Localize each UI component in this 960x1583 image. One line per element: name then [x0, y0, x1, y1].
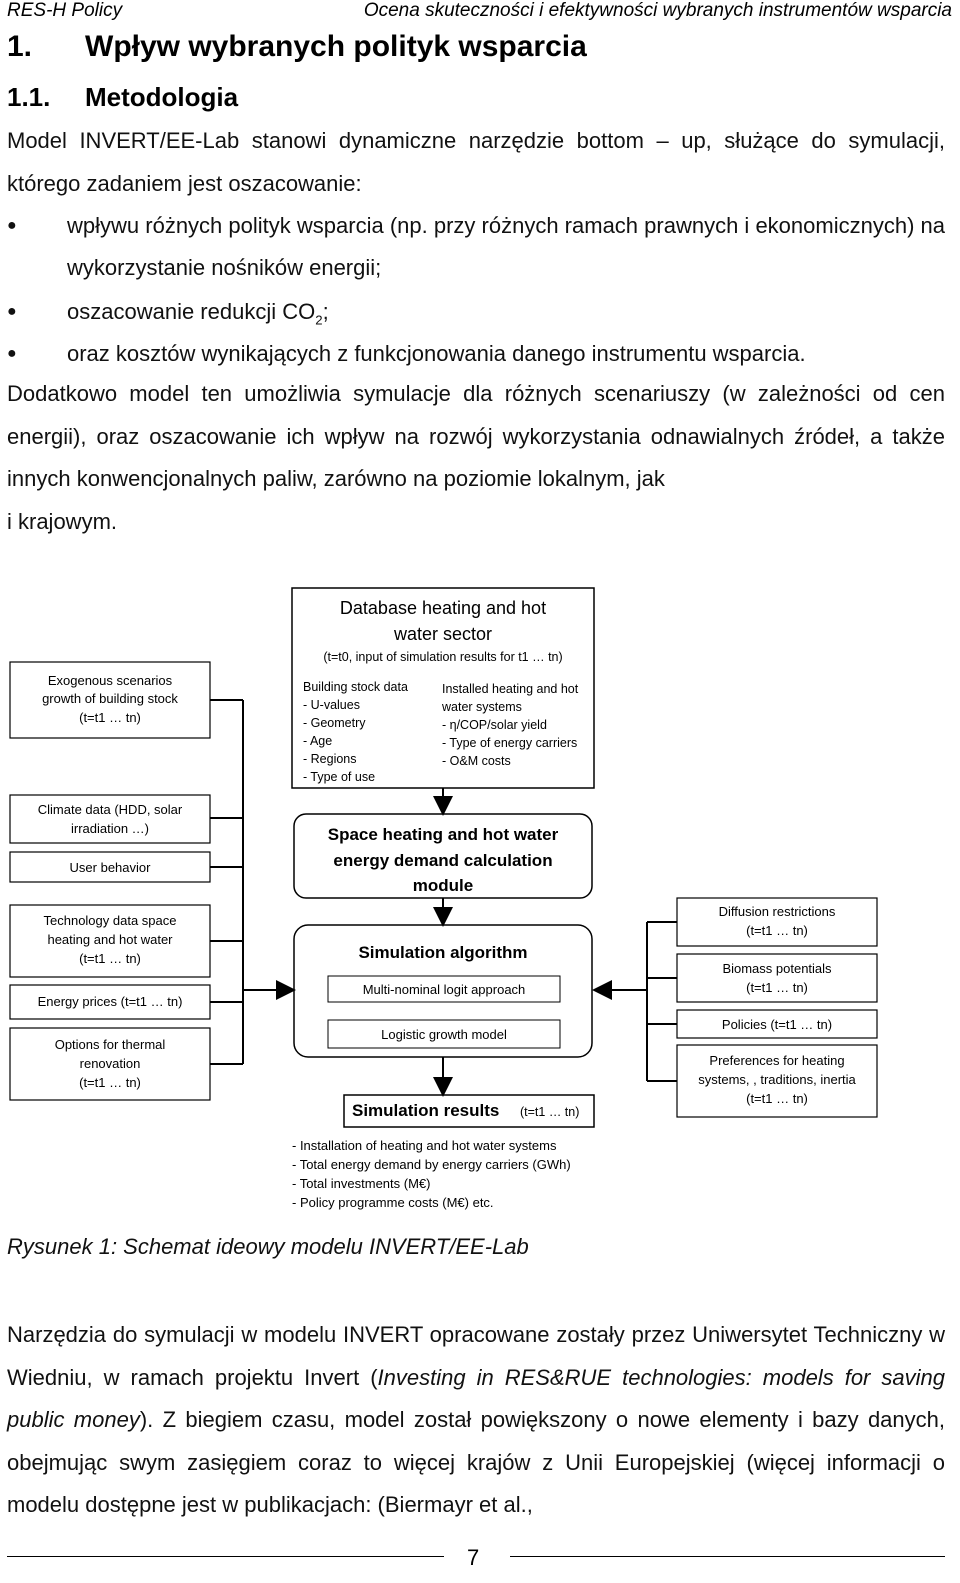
- svg-text:Options for thermal: Options for thermal: [54, 1037, 166, 1052]
- svg-text:- Total energy demand by energ: - Total energy demand by energy carriers (GWh): [292, 1157, 571, 1172]
- section-heading: [7, 30, 587, 64]
- bullet-dot-icon: ●: [7, 345, 17, 362]
- svg-text:(t=t1 … tn): (t=t1 … tn): [746, 1091, 808, 1106]
- svg-text:(t=t1 … tn): (t=t1 … tn): [79, 951, 141, 966]
- bullet-item: [7, 333, 945, 375]
- page-number: 7: [467, 1545, 480, 1570]
- svg-text:renovation: renovation: [79, 1056, 141, 1071]
- svg-text:Energy prices (t=t1 … tn): Energy prices (t=t1 … tn): [37, 994, 183, 1009]
- paragraph-dodatkowo: Dodatkowo model ten umożliwia symulacje dla różnych scenariuszy (w zależności od cen energii), oraz oszacowanie ich wpływ na rozwój wykorzystania odnawialnych źródeł, a także innych konwencjonalnych paliw, zarówno na poziomie lokalnym, jak i krajowym.: [7, 381, 945, 534]
- svg-text:growth of building stock: growth of building stock: [42, 691, 178, 706]
- subsection-heading: [7, 82, 238, 113]
- footer-rule-right: [510, 1556, 945, 1557]
- svg-text:energy demand calculation: energy demand calculation: [333, 851, 553, 870]
- bullet-dot-icon: ●: [7, 217, 17, 234]
- header-left: RES-H Policy: [7, 0, 123, 21]
- model-diagram: [0, 580, 960, 1220]
- subsection-title: Metodologia: [85, 82, 239, 112]
- svg-text:Simulation algorithm: Simulation algorithm: [358, 943, 528, 962]
- simulation-algorithm-box: [294, 925, 592, 1057]
- exogenous-scenarios-box: [10, 662, 210, 738]
- svg-text:(t=t1 … tn): (t=t1 … tn): [520, 1105, 580, 1119]
- svg-text:- Installation of heating and: - Installation of heating and hot water systems: [292, 1138, 557, 1153]
- svg-text:User behavior: User behavior: [69, 860, 151, 875]
- svg-text:Logistic growth model: Logistic growth model: [381, 1027, 507, 1042]
- svg-text:- η/COP/solar yield: - η/COP/solar yield: [442, 718, 547, 732]
- svg-text:- Age: - Age: [303, 734, 333, 748]
- biomass-potentials-box: [677, 954, 877, 1002]
- header-right: Ocena skuteczności i efektywności wybranych instrumentów wsparcia: [363, 0, 952, 21]
- svg-text:- Type of use: - Type of use: [303, 770, 376, 784]
- svg-text:Space heating and hot water: Space heating and hot water: [327, 825, 559, 844]
- svg-text:Building stock data: Building stock data: [303, 680, 408, 694]
- svg-text:module: module: [412, 876, 474, 895]
- diffusion-restrictions-box: [677, 898, 877, 946]
- svg-text:Diffusion restrictions: Diffusion restrictions: [718, 904, 836, 919]
- svg-text:(t=t1 … tn): (t=t1 … tn): [79, 710, 141, 725]
- svg-text:- O&M costs: - O&M costs: [442, 754, 511, 768]
- svg-text:Multi-nominal logit approach: Multi-nominal logit approach: [362, 982, 526, 997]
- svg-text:Technology data space: Technology data space: [43, 913, 177, 928]
- svg-text:(t=t1 … tn): (t=t1 … tn): [746, 980, 808, 995]
- svg-text:- Policy programme costs (M€): - Policy programme costs (M€) etc.: [292, 1195, 494, 1210]
- svg-text:- Type of energy carriers: - Type of energy carriers: [442, 736, 578, 750]
- svg-text:(t=t1 … tn): (t=t1 … tn): [79, 1075, 141, 1090]
- svg-text:Exogenous scenarios: Exogenous scenarios: [47, 673, 173, 688]
- svg-text:irradiation …): irradiation …): [70, 821, 150, 836]
- svg-text:Database heating and hot: Database heating and hot: [339, 598, 547, 618]
- demand-module-box: [294, 814, 592, 898]
- svg-text:Climate data (HDD, solar: Climate data (HDD, solar: [37, 802, 183, 817]
- preferences-box: [677, 1045, 877, 1117]
- energy-prices-box: [10, 985, 210, 1019]
- simulation-results-box: [292, 1095, 594, 1210]
- svg-text:systems, , traditions, inertia: systems, , traditions, inertia: [698, 1072, 856, 1087]
- subsection-number: 1.1.: [7, 82, 51, 112]
- svg-text:- Regions: - Regions: [303, 752, 357, 766]
- svg-text:- U-values: - U-values: [303, 698, 360, 712]
- svg-text:Installed heating and hot: Installed heating and hot: [442, 682, 579, 696]
- policies-box: [677, 1010, 877, 1038]
- bullet-text: oszacowanie redukcji $CO_2$;: [67, 299, 329, 328]
- figure-caption: Rysunek 1: Schemat ideowy modelu INVERT/EE-Lab: [7, 1234, 529, 1259]
- svg-text:water systems: water systems: [442, 700, 522, 714]
- svg-text:- Total investments (M€): - Total investments (M€): [292, 1176, 431, 1191]
- svg-text:Simulation results: Simulation results: [352, 1101, 500, 1120]
- bullet-dot-icon: ●: [7, 303, 17, 320]
- svg-text:water sector: water sector: [393, 624, 493, 644]
- svg-text:(t=t0, input of simulation res: (t=t0, input of simulation results for t1 … tn): [323, 650, 563, 664]
- svg-text:Policies (t=t1 … tn): Policies (t=t1 … tn): [721, 1017, 833, 1032]
- svg-text:(t=t1 … tn): (t=t1 … tn): [746, 923, 808, 938]
- bullet-text: oraz kosztów wynikających z funkcjonowania danego instrumentu wsparcia.: [67, 341, 806, 366]
- section-number: 1.: [7, 30, 33, 63]
- climate-data-box: [10, 795, 210, 843]
- bullet-item: [7, 205, 945, 289]
- svg-text:heating and hot water: heating and hot water: [47, 932, 173, 947]
- bullet-text: wpływu różnych polityk wsparcia (np. przy różnych ramach prawnych i ekonomicznych) na wykorzystanie nośników energii;: [67, 213, 945, 280]
- technology-data-box: [10, 905, 210, 977]
- intro-paragraph: Model INVERT/EE-Lab stanowi dynamiczne narzędzie bottom – up, służące do symulacji, którego zadaniem jest oszacowanie:: [7, 128, 945, 196]
- svg-text:- Geometry: - Geometry: [303, 716, 366, 730]
- svg-text:Preferences for heating: Preferences for heating: [709, 1053, 845, 1068]
- footer-rule-left: [7, 1556, 444, 1557]
- paragraph-narzedzia: Narzędzia do symulacji w modelu INVERT opracowane zostały przez Uniwersytet Techniczny w Wiedniu, w ramach projektu Invert (Investing in RES&RUE technologies: models for saving public money). Z biegiem czasu, model został powiększony o nowe elementy i bazy danych, obejmując swym zasięgiem coraz to więcej krajów z Unii Europejskiej (więcej informacji o modelu dostępne jest w publikacjach: (Biermayr et al.,: [7, 1322, 945, 1517]
- section-title: Wpływ wybranych polityk wsparcia: [85, 30, 587, 63]
- svg-text:Biomass potentials: Biomass potentials: [722, 961, 832, 976]
- database-box: [292, 588, 594, 788]
- user-behavior-box: [10, 852, 210, 882]
- thermal-renovation-box: [10, 1028, 210, 1100]
